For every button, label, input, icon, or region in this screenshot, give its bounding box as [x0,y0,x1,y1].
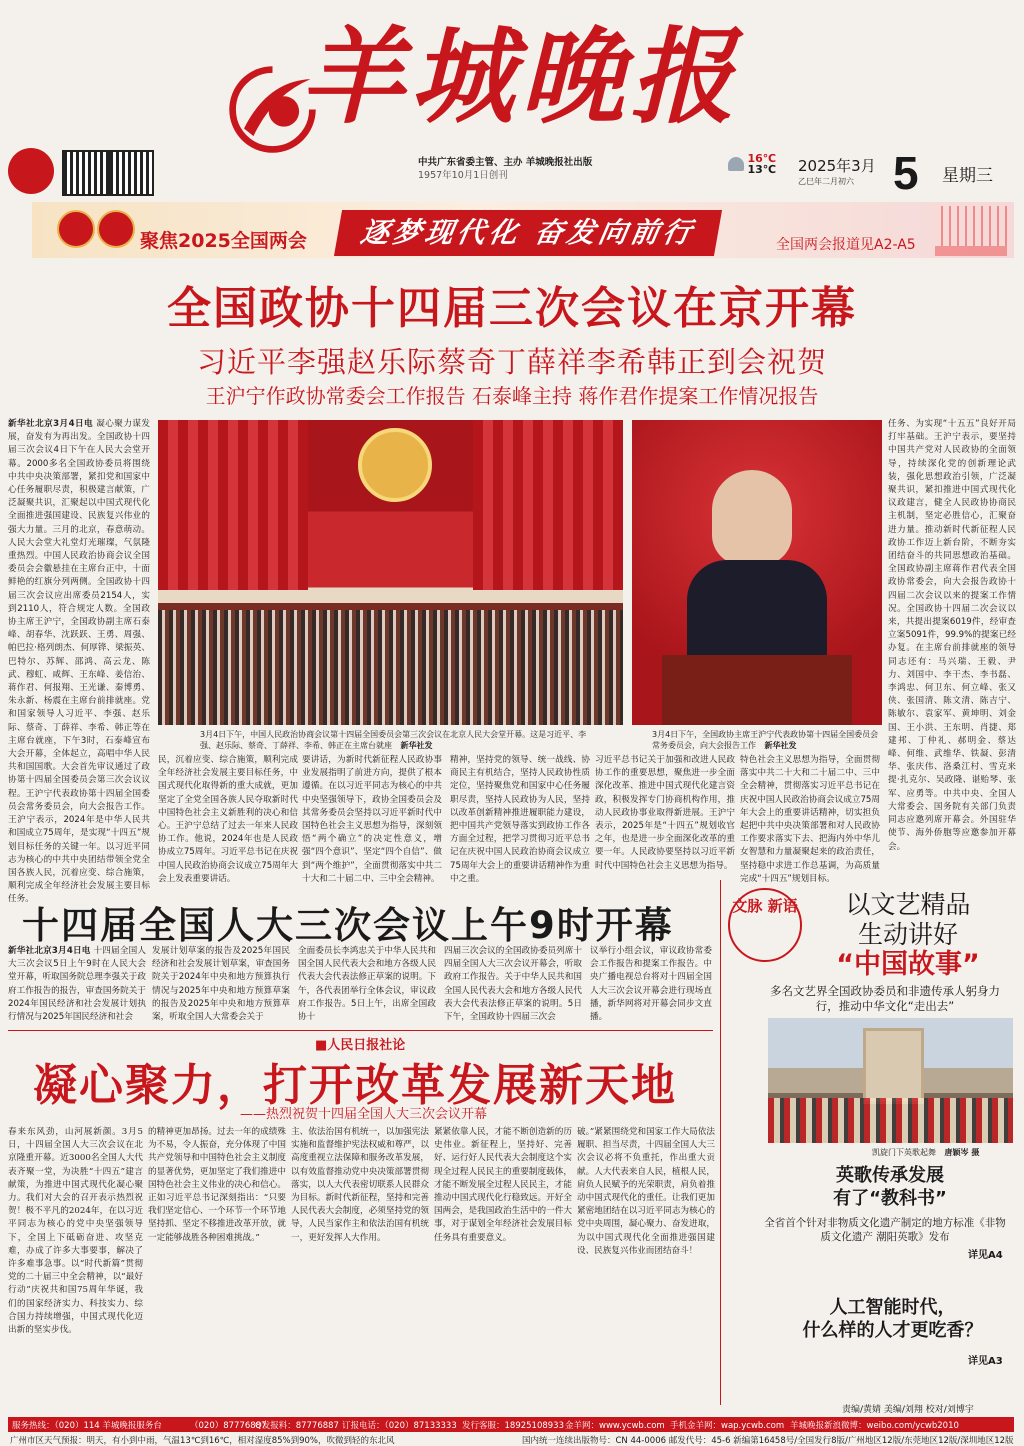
lead-subhead-secondary: 王沪宁作政协常委会工作报告 石泰峰主持 蒋作君作提案工作情况报告 [205,384,819,408]
column-tag-badge: 文脉 新语 [728,888,802,962]
speaker-face [712,470,792,565]
photo-credit: 唐颖岑 摄 [944,1148,980,1157]
sidebar-story-summary: 全省首个针对非物质文化遗产制定的地方标准《非物质文化遗产 潮阳英歌》发布 [764,1217,1006,1243]
issue-month: 2025年3月 [798,157,876,175]
article-column: 要讲话，为新时代新征程人民政协事业发展指明了前进方向，提供了根本遵循。在以习近平同志为核心的中共中央坚强领导下，政协全国委员会及其常务委员会坚持以习近平新时代中国特色社会主义思想为指导，深刻领悟“两个确立”的决定性意义，增强“四个意识”、坚定“四个自信”、做到“两个维护”，全面贯彻落实中共二十大和二十届二中、三中全会精神。 [302,755,442,884]
footer-item[interactable]: （020）87776887 [190,1421,267,1431]
section-divider [8,1030,713,1031]
temp-low: 13℃ [747,163,777,176]
footer-item[interactable]: 金羊网：www.ycwb.com [565,1421,665,1431]
article-column: 主、依法治国有机统一，以加强宪法实施和监督维护宪法权威和尊严，以高度重视立法保障和服务改革发展，以有效监督推动党中央决策部署贯彻落实，以人大代表密切联系人民群众为目标。新时代新征程，坚持和完善人民代表大会制度，必须坚持党的领导，人民当家作主和依法治国有机统一，更好发挥人大作用。 [291,1127,429,1243]
article-column: 精神，坚持党的领导、统一战线、协商民主有机结合，坚持人民政协性质定位，坚持聚焦党和国家中心任务履职尽责，坚持人民政协为人民，坚持以改革创新精神推进履职能力建设，把中国共产党领导落实到政协工作各方面全过程，把学习贯彻习近平总书记在庆祝中国人民政治协商会议成立75周年大会上的重要讲话精神作为重中之重。 [450,755,590,884]
newspaper-badge-icon [8,148,54,194]
article-column: 紧紧依靠人民，才能不断创造新的历史伟业。新征程上，坚持好、完善好、运行好人民代表大会制度这个实现全过程人民民主的重要制度载体，才能不断发展全过程人民民主，才能推动中国式现代化行稳致远。开好全国两会，是我国政治生活中的一件大事，对于谋划全年经济社会发展目标任务具有重要意义。 [434,1127,572,1243]
photo-credit: 新华社发 [764,741,797,750]
article-column: 四届三次会议的全国政协委员列席十四届全国人大三次会议开幕会，听取政府工作报告。关于中华人民共和国全国人民代表大会和地方各级人民代表大会代表法修正草案的说明。5日下午，全国政协十四届三次会 [444,946,582,1023]
photo-caption-text: 3月4日下午，全国政协主席王沪宁代表政协第十四届全国委员会常务委员会，向大会报告工作 [652,730,879,750]
title-line: 以文艺精品 [845,890,971,919]
conference-hall-photo[interactable] [158,420,623,725]
qr-code-icon [62,150,108,196]
article-dateline: 新华社北京3月4日电 [8,419,94,429]
article-text: 凝心聚力谋发展，奋发有为再出发。全国政协十四届三次会议4日下午在人民大会堂开幕。2000多名全国政协委员将围绕中共中央决策部署，紧扣党和国家中心任务履职尽责，积极建言献策，广泛凝聚共识，汇聚起以中国式现代化全面推进强国建设、民族复兴伟业的强大力量。三月的北京，春意萌动。人民大会堂大礼堂灯光璀璨，气氛隆重热烈。中国人民政治协商会议全国委员会会徽悬挂在主席台正中，十面鲜艳的红旗分列两侧。全国政协十四届三次会议应出席委员2154人，实到2110人，符合规定人数。全国政协主席王沪宁，全国政协副主席石泰峰、胡春华、沈跃跃、王勇、周强、帕巴拉·格列朗杰、何厚铧、梁振英、巴特尔、苏辉、邵鸿、高云龙、陈武、穆虹、咸辉、王东峰、姜信治、蒋作君、何报翔、王光谦、秦博勇、朱永新、杨震在主席台前排就座。党和国家领导人习近平、李强、赵乐际、蔡奇、丁薛祥、李希、韩正等在主席台就座，下午3时，石泰峰宣布大会开幕，全体起立，高唱中华人民共和国国歌。大会首先审议通过了政协第十四届全国委员会第三次会议议程。王沪宁代表政协第十四届全国委员会常务委员会，向大会报告工作。王沪宁表示，2024年是中华人民共和国成立75周年，是实现“十四五”规划目标任务的关键一年。以习近平同志为核心的中共中央团结带领全党全国各族人民，沉着应变、综合施策，顺利完成全年经济社会发展主要目标任务。 [8,419,150,905]
red-flags-right [473,420,623,590]
banner-slogan: 逐梦现代化 奋发向前行 [334,210,722,256]
lead-subhead: 习近平李强赵乐际蔡奇丁薛祥李希韩正到会祝贺 [196,345,827,379]
publisher-info [418,156,592,182]
commentary-source-tag: ■人民日报社论 [315,1038,406,1053]
footer-item[interactable]: 服务热线：（020）114 羊城晚报服务台 [12,1421,162,1431]
footer-item[interactable]: 订报电话：（020）87133333 [342,1421,457,1431]
article-column: 的精神更加昂扬。过去一年的成绩殊为不易，令人振奋，充分体现了中国共产党领导和中国特色社会主义制度的显著优势，更加坚定了我们推进中国特色社会主义伟业的决心和信心。正如习近平总书记深刻指出：“只要我们坚定信心、一个环节一个环节地坚持抓、坚定不移推进改革开放，就一定能够战胜各种困难挑战。” [148,1127,286,1243]
issue-date [798,155,876,187]
photo-caption-text: 凯旋门下英歌起舞 [872,1148,936,1157]
article-column: 破。”紧紧围绕党和国家工作大局依法履职、担当尽责，十四届全国人大三次会议必将不负重托，作出重大贡献。人大代表来自人民，植根人民，肩负人民赋予的光荣职责，肩负着推动中国式现代化的重任。让我们更加紧密地团结在以习近平同志为核心的党中央周围，凝心聚力、奋发进取，为以中国式现代化全面推进强国建设、民族复兴伟业而团结奋斗！ [577,1127,715,1256]
issue-weekday: 星期三 [942,166,993,186]
sidebar-story-title[interactable] [823,890,993,980]
yingge-dance-photo[interactable] [768,1018,1013,1143]
delegates-rows [158,610,623,725]
photo-caption [652,729,880,751]
masthead [0,0,1024,200]
footer-item[interactable]: 手机金羊网：wap.ycwb.com [670,1421,785,1431]
national-emblem-icon [57,210,95,248]
title-line: 英歌传承发展 [836,1165,944,1186]
page-reference[interactable]: 详见A3 [968,1356,1003,1367]
footer-item[interactable]: 羊城晚报新浪微博：weibo.com/ycwb2010 [790,1421,959,1431]
dancers-row [768,1098,1013,1143]
article-column: 发展计划草案的报告及2025年国民经济和社会发展计划草案，审查国务院关于2024年中央和地方预算执行情况与2025年中央和地方预算草案的报告及2025年中央和地方预算草案，听取全国人大常委会关于 [152,946,290,1023]
title-line: 生动讲好 [857,920,958,949]
page-reference[interactable]: 详见A4 [968,1250,1003,1261]
arc-de-triomphe-graphic [863,1028,924,1104]
title-line: “中国故事” [836,949,980,980]
speaker-photo[interactable] [632,420,882,725]
founding-date: 1957年10月1日创刊 [418,170,508,181]
footer-item[interactable]: Q发报料：87776887 [255,1421,339,1431]
temp-high: 16℃ [747,152,777,165]
photo-caption [200,729,600,751]
cppcc-emblem-icon [97,210,135,248]
commentary-subtitle: ——热烈祝贺十四届全国人大三次会议开幕 [240,1107,488,1122]
footer-item[interactable]: 发行客服：18925108933 [462,1421,564,1431]
article-dateline: 新华社北京3月4日电 [8,946,91,956]
article-column: 春来东风劲，山河展新颜。3月5日，十四届全国人大三次会议在北京隆重开幕。近3000名全国人大代表齐聚一堂，为决胜“十四五”建言献策，为推进中国式现代化凝心聚力。我们对大会的召开表示热烈祝贺！极不平凡的2024年，在以习近平同志为核心的党中央坚强领导下，全国上下砥砺奋进、攻坚克难，办成了许多大事要事，解决了许多难事急事。以“时代新篇”贯彻党的二十届三中全会精神，以“最好行动”庆祝共和国75周年华诞，我们的国家经济实力、科技实力、综合国力持续增强，中国式现代化迈出新的坚实步伐。 [8,1127,143,1336]
title-line: 人工智能时代， [829,1297,956,1318]
cppcc-emblem-icon [358,428,432,502]
photo-caption [872,1147,979,1158]
photo-caption-text: 3月4日下午，中国人民政治协商会议第十四届全国委员会第三次会议在北京人民大会堂开幕。这是习近平、李强、赵乐际、蔡奇、丁薛祥、李希、韩正在主席台就座 [200,730,587,750]
qr-code-icon [108,150,154,196]
article-column: 习近平总书记关于加强和改进人民政协工作的重要思想，聚焦进一步全面深化改革、推进中国式现代化建言资政，积极发挥专门协商机构作用，推动人民政协事业取得新进展。王沪宁表示，2025年是“十四五”规划收官之年，也是进一步全面深化改革的重要一年。人民政协要坚持以习近平新时代中国特色社会主义思想为指导。 [595,755,735,871]
article-column [8,945,146,1025]
npc-headline[interactable]: 十四届全国人大三次会议上午9时开幕 [22,904,674,947]
article-column [8,418,150,905]
city-skyline-graphic [935,206,1007,256]
footer-print-info: 国内统一连续出版物号：CN 44-0006 邮发代号：45-6 新编第16458号/全国发行8版/广州地区12版/东莞地区12版/深圳地区12版 [522,1436,1014,1446]
sidebar-story-summary: 多名文艺界全国政协委员和非遗传承人躬身力行，推动中华文化“走出去” [770,984,1000,1013]
title-line: 有了“教科书” [833,1188,947,1209]
lead-headline[interactable]: 全国政协十四届三次会议在京开幕 [167,283,857,334]
article-column: 民，沉着应变、综合施策，顺利完成全年经济社会发展主要目标任务，中国式现代化取得新的重大成就，更加坚定了全党全国各族人民夺取新时代中国特色社会主义新胜利的决心和信心。王沪宁总结了过去一年来人民政协工作。他说，2024年也是人民政协成立75周年。习近平总书记在庆祝中国人民政治协商会议成立75周年大会上发表重要讲话。 [158,755,298,884]
photo-credit: 新华社发 [400,741,433,750]
article-column: 议举行小组会议，审议政协常委会工作报告和提案工作报告。中央广播电视总台将对十四届全国人大三次会议开幕会进行现场直播，新华网将对开幕会同步文直播。 [590,946,712,1023]
article-text: 十四届全国人大三次会议5日上午9时在人民大会堂开幕，听取国务院总理李强关于政府工作报告的报告，审查国务院关于2024年国民经济和社会发展计划执行情况与2025年国民经济和社会 [8,946,146,1023]
banner-focus-label: 聚焦2025全国两会 [140,230,307,252]
speaker-podium [662,655,852,725]
publisher-line: 中共广东省委主管、主办 羊城晚报社出版 [418,157,593,168]
article-column: 全面委员长李鸿忠关于中华人民共和国全国人民代表大会和地方各级人民代表大会代表法修正草案的说明。下午，各代表团举行全体会议，审议政府工作报告。5日上午，出席全国政协十 [298,946,436,1023]
title-line: 什么样的人才更吃香？ [802,1320,983,1341]
editorial-credits: 责编/黄婧 美编/刘翔 校对/刘博宇 [842,1405,974,1415]
article-column: 任务、为实现“十五五”良好开局打牢基础。王沪宁表示，要坚持中国共产党对人民政协的全面领导，持续深化党的创新理论武装，强化思想政治引领，广泛凝聚共识，紧扣推进中国式现代化议政建言，健全人民政协协商民主机制，坚定必胜信心，汇聚奋进力量。推动新时代新征程人民政协工作迈上新台阶，不断夯实团结奋斗的共同思想政治基础。全国政协副主席蒋作君代表全国政协常委会，向大会报告政协十四届二次会议以来的提案工作情况。全国政协十四届二次会议以来，共提出提案6019件，经审查立案5091件，99.9%的提案已经办复。在主席台前排就座的领导同志还有：马兴瑞、王毅、尹力、刘国中、李干杰、李书磊、李鸿忠、何卫东、何立峰、张又侠、张国清、陈文清、陈吉宁、陈敏尔、袁家军、黄坤明、刘金国、王小洪、王东明、肖捷、郑建邦、丁仲礼、郝明金、蔡达峰、何维、武维华、铁凝、彭清华、张庆伟、洛桑江村、雪克来提·扎克尔、吴政隆、谌贻琴、张军、应勇等。中共中央、全国人大常委会、国务院有关部门负责同志应邀列席开幕会。外国驻华使节、海外侨胞等应邀参加开幕会。 [888,419,1016,852]
article-column: 特色社会主义思想为指导，全面贯彻落实中共二十大和二十届二中、三中全会精神，贯彻落实习近平总书记在庆祝中国人民政治协商会议成立75周年大会上的重要讲话精神，切实担负起把中共中央决策部署和对人民政协工作要求落实下去、把海内外中华儿女智慧和力量凝聚起来的政治责任，坚持稳中求进工作总基调，为高质量完成“十四五”规划目标。 [740,755,880,884]
weather-widget [728,153,776,175]
commentary-headline[interactable]: 凝心聚力，打开改革发展新天地 [33,1060,677,1111]
lunar-date: 乙巳年二月初六 [798,177,854,186]
issue-day: 5 [893,147,919,199]
footer-weather-forecast: 广州市区天气预报：明天，有小到中雨，气温13℃到16℃，相对湿度85%到90%，吹微到轻的东北风 [10,1436,395,1446]
newspaper-title: 羊城晚报 [300,15,741,138]
red-flags-left [158,420,308,590]
cloud-rain-icon [728,157,744,171]
sidebar-story-title[interactable] [790,1296,995,1342]
speaker-suit [687,560,827,670]
banner-page-reference: 全国两会报道见A2-A5 [776,237,916,253]
sidebar-story-title[interactable] [790,1164,990,1210]
